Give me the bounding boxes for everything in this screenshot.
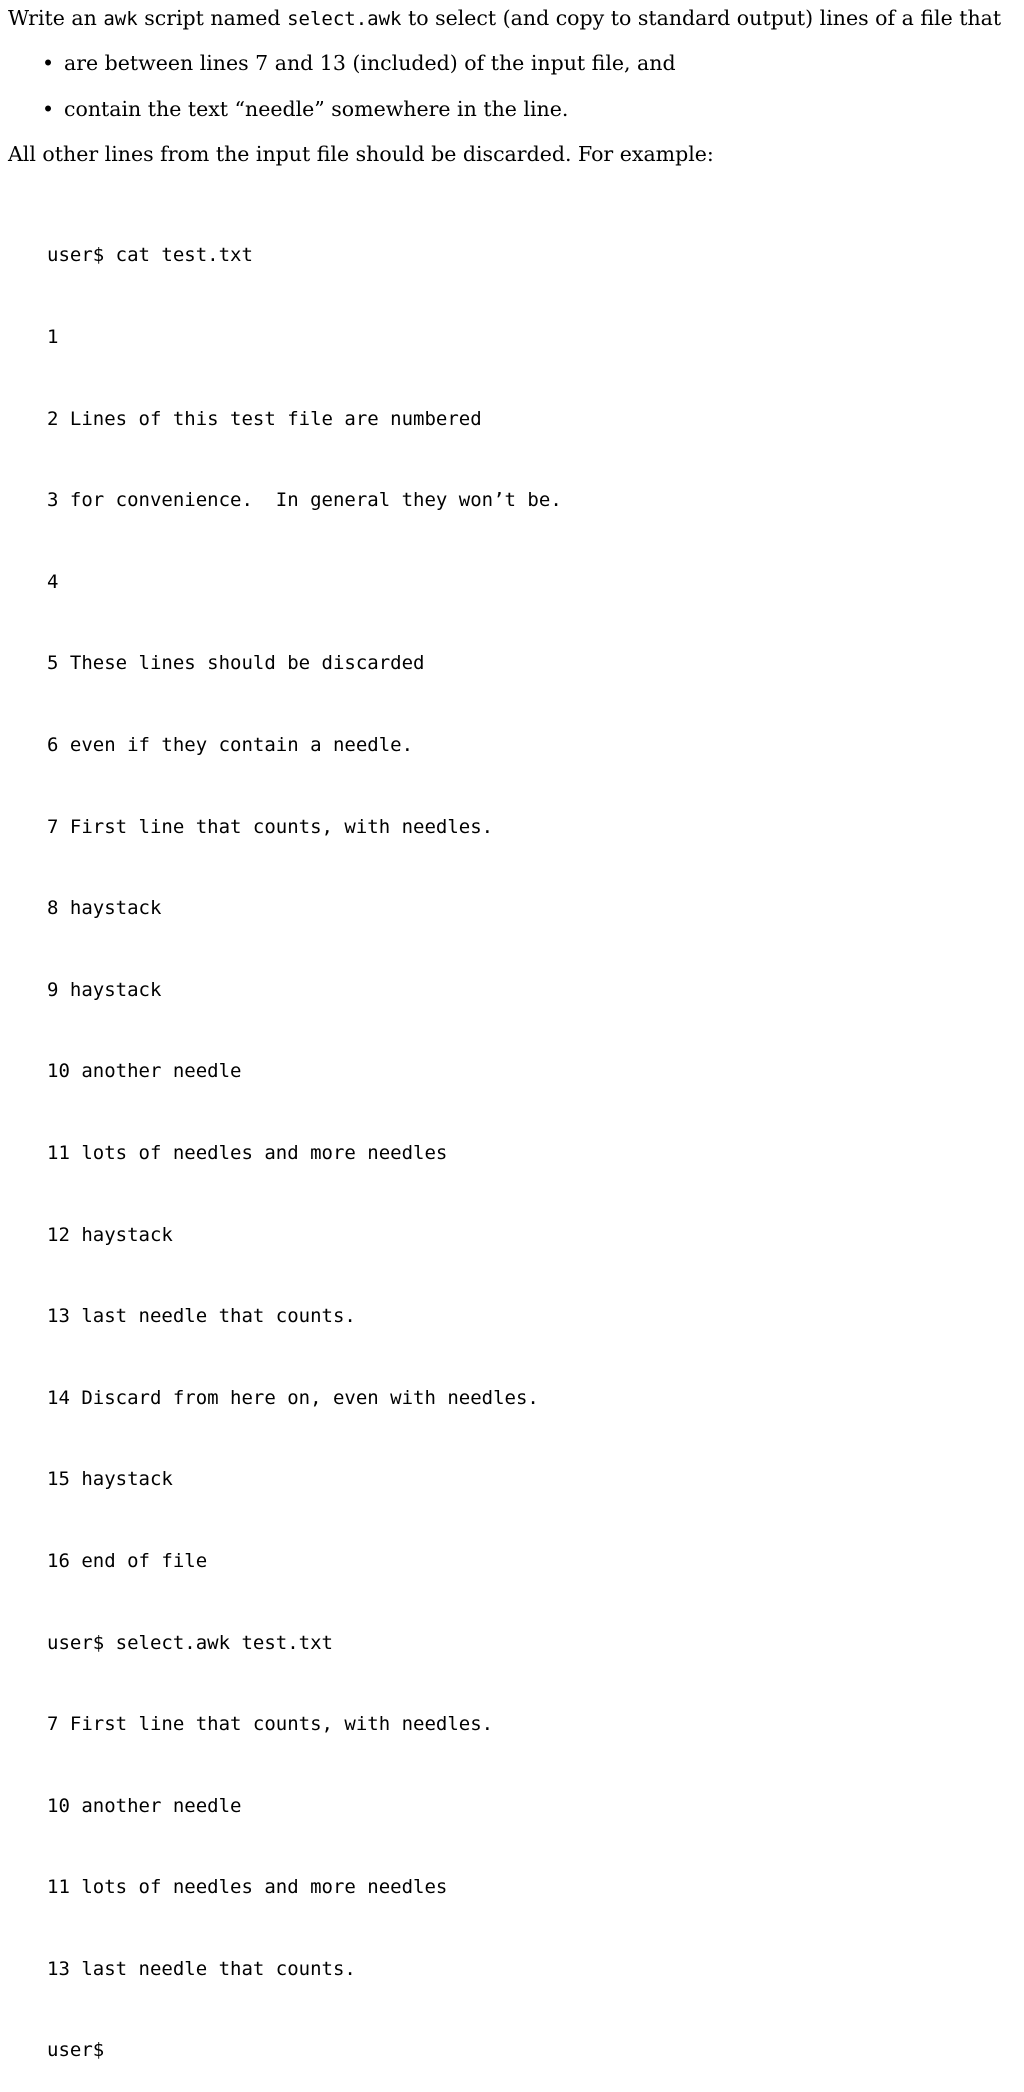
- code-line: 10 another needle: [47, 1060, 242, 1083]
- code-line: 1: [47, 326, 59, 348]
- code-line: 16 end of file: [47, 1549, 208, 1572]
- code-line: 14 Discard from here on, even with needles.: [47, 1386, 539, 1409]
- code-line: user$ select.awk test.txt: [47, 1631, 333, 1654]
- awk-command: awk: [103, 8, 138, 30]
- intro-text-1: Write an: [8, 6, 104, 30]
- code-line: 3 for convenience. In general they won’t be.: [47, 489, 562, 512]
- code-line: 13 last needle that counts.: [47, 1957, 356, 1980]
- script-filename: select.awk: [287, 8, 402, 30]
- code-line: 11 lots of needles and more needles: [47, 1876, 448, 1899]
- intro-text-2: script named: [137, 6, 288, 30]
- after-paragraph: All other lines from the input file should be discarded. For example:: [8, 142, 714, 166]
- bullet-dot-icon: •: [42, 51, 55, 75]
- code-line: 11 lots of needles and more needles: [47, 1141, 448, 1164]
- code-line: 15 haystack: [47, 1468, 173, 1491]
- bullet-item: [42, 51, 676, 75]
- code-line: user$ cat test.txt: [47, 244, 253, 267]
- code-line: 7 First line that counts, with needles.: [47, 1713, 494, 1736]
- bullet-text: are between lines 7 and 13 (included) of the input file, and: [64, 51, 676, 75]
- code-line: 8 haystack: [47, 897, 162, 920]
- code-line: 2 Lines of this test file are numbered: [47, 407, 482, 430]
- code-line: 5 These lines should be discarded: [47, 652, 425, 675]
- code-line: 6 even if they contain a needle.: [47, 733, 414, 756]
- intro-text-3: to select (and copy to standard output) lines of a file that: [401, 6, 1002, 30]
- code-line: 12 haystack: [47, 1223, 173, 1246]
- code-line: 7 First line that counts, with needles.: [47, 815, 494, 838]
- code-line: 13 last needle that counts.: [47, 1305, 356, 1328]
- code-line: 9 haystack: [47, 978, 162, 1001]
- bullet-dot-icon: •: [42, 97, 55, 121]
- code-example: [47, 188, 562, 2092]
- intro-paragraph: [8, 6, 1001, 31]
- code-line: user$: [47, 2039, 105, 2062]
- bullet-item: [42, 97, 568, 121]
- bullet-text: contain the text “needle” somewhere in the line.: [64, 97, 569, 121]
- code-line: 10 another needle: [47, 1794, 242, 1817]
- code-line: 4: [47, 570, 59, 593]
